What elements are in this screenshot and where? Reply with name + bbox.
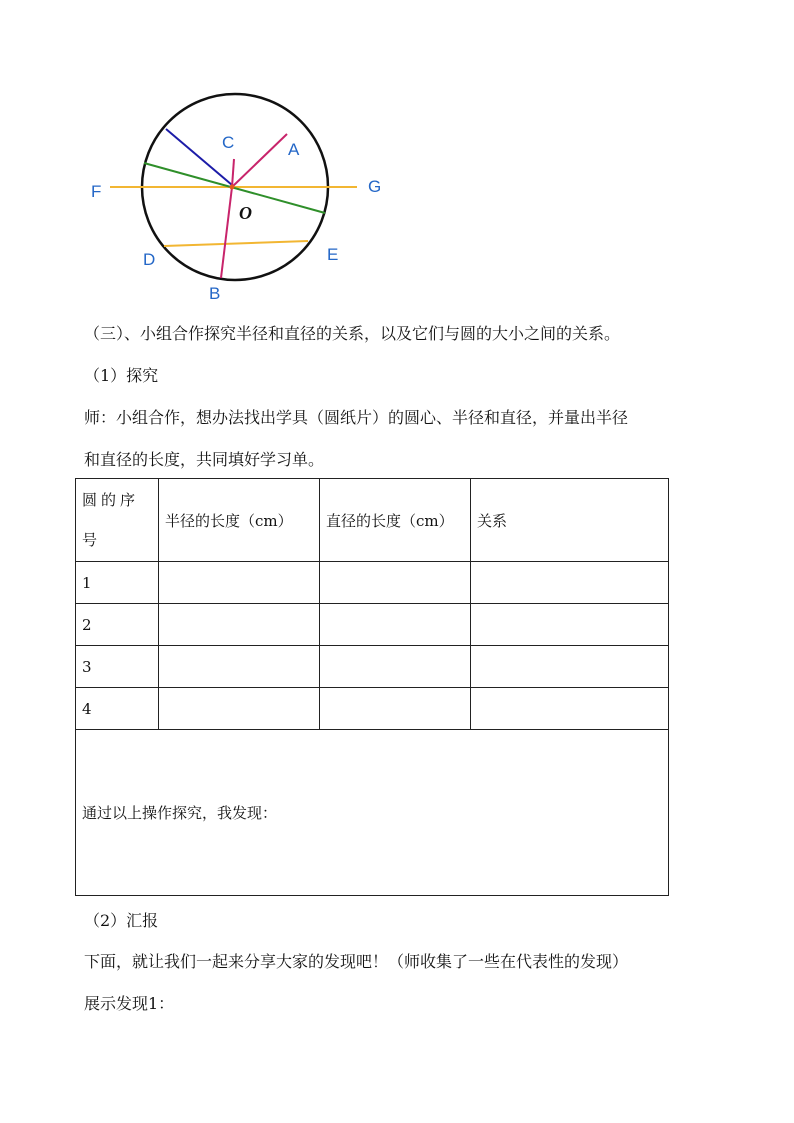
relation-cell[interactable] [471, 562, 669, 604]
radius-ob [221, 187, 232, 278]
radius-cell[interactable] [159, 604, 320, 646]
relation-cell[interactable] [471, 604, 669, 646]
diameter-cell[interactable] [320, 688, 471, 730]
instruction-line-1: 师：小组合作，想办法找出学具（圆纸片）的圆心、半径和直径，并量出半径 [84, 408, 629, 427]
header-diameter-length: 直径的长度（cm） [320, 479, 471, 562]
table-row [76, 646, 669, 688]
diameter-cell[interactable] [320, 646, 471, 688]
show-finding-line: 展示发现1： [84, 994, 175, 1013]
relation-cell[interactable] [471, 688, 669, 730]
diameter-cell[interactable] [320, 604, 471, 646]
row-number: 3 [76, 646, 159, 688]
part2-heading: （2）汇报 [84, 911, 159, 930]
table-row [76, 562, 669, 604]
instruction-line-2: 和直径的长度，共同填好学习单。 [84, 450, 325, 469]
label-c: C [222, 133, 235, 152]
label-f: F [91, 182, 102, 201]
table-row [76, 688, 669, 730]
section3-heading: （三）、小组合作探究半径和直径的关系，以及它们与圆的大小之间的关系。 [84, 324, 621, 343]
row-number: 1 [76, 562, 159, 604]
label-b: B [209, 284, 221, 303]
radius-oc [232, 159, 234, 187]
diameter-cell[interactable] [320, 562, 471, 604]
worksheet-table [75, 478, 669, 896]
header-relation: 关系 [471, 479, 669, 562]
label-d: D [143, 250, 156, 269]
table-row [76, 604, 669, 646]
radius-oa [232, 134, 287, 187]
radius-cell[interactable] [159, 562, 320, 604]
header-radius-length: 半径的长度（cm） [159, 479, 320, 562]
label-g: G [368, 177, 382, 196]
center-point [230, 185, 235, 190]
label-a: A [288, 140, 300, 159]
part1-heading: （1）探究 [84, 366, 159, 385]
chord-de-orange [164, 241, 308, 246]
circle-diagram [80, 90, 400, 310]
header-circle-number: 圆的序号 [76, 479, 159, 562]
finding-cell[interactable]: 通过以上操作探究，我发现： [76, 730, 669, 896]
radius-cell[interactable] [159, 688, 320, 730]
radius-cell[interactable] [159, 646, 320, 688]
relation-cell[interactable] [471, 646, 669, 688]
label-e: E [327, 245, 339, 264]
row-number: 4 [76, 688, 159, 730]
row-number: 2 [76, 604, 159, 646]
report-line: 下面，就让我们一起来分享大家的发现吧！（师收集了一些在代表性的发现） [84, 952, 629, 971]
label-o: O [239, 203, 252, 223]
finding-row [76, 730, 669, 896]
table-header-row [76, 479, 669, 562]
